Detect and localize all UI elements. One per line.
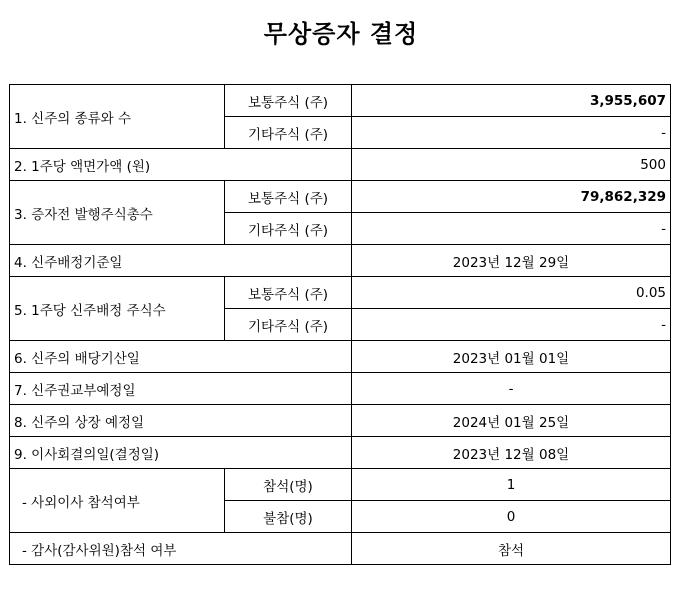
table-row-listing-date — [10, 405, 671, 437]
page-title: 무상증자 결정 — [263, 19, 419, 48]
per-share-other-value: - — [352, 309, 671, 341]
auditor-label: - 감사(감사위원)참석 여부 — [10, 533, 352, 565]
outside-directors-attend-label: 참석(명) — [225, 469, 352, 501]
outside-directors-absent-label: 불참(명) — [225, 501, 352, 533]
par-value-value: 500 — [352, 149, 671, 181]
new-shares-common-value: 3,955,607 — [352, 85, 671, 117]
outside-directors-label: - 사외이사 참석여부 — [10, 469, 225, 533]
table-row-shares-before-common — [10, 181, 671, 213]
board-date-label: 9. 이사회결의일(결정일) — [10, 437, 352, 469]
board-date-value: 2023년 12월 08일 — [352, 437, 671, 469]
table-row-new-shares-common — [10, 85, 671, 117]
table-row-record-date — [10, 245, 671, 277]
record-date-value: 2023년 12월 29일 — [352, 245, 671, 277]
shares-before-common-value: 79,862,329 — [352, 181, 671, 213]
per-share-common-value: 0.05 — [352, 277, 671, 309]
delivery-date-value: - — [352, 373, 671, 405]
delivery-date-label: 7. 신주권교부예정일 — [10, 373, 352, 405]
par-value-label: 2. 1주당 액면가액 (원) — [10, 149, 352, 181]
listing-date-label: 8. 신주의 상장 예정일 — [10, 405, 352, 437]
table-row-delivery-date — [10, 373, 671, 405]
shares-before-common-label: 보통주식 (주) — [225, 181, 352, 213]
table-row-board-date — [10, 437, 671, 469]
new-shares-other-value: - — [352, 117, 671, 149]
new-shares-label: 1. 신주의 종류와 수 — [10, 85, 225, 149]
capital-increase-table — [9, 84, 671, 565]
dividend-base-value: 2023년 01월 01일 — [352, 341, 671, 373]
shares-before-label: 3. 증자전 발행주식총수 — [10, 181, 225, 245]
table-row-auditor — [10, 533, 671, 565]
shares-before-other-value: - — [352, 213, 671, 245]
outside-directors-attend-value: 1 — [352, 469, 671, 501]
shares-before-other-label: 기타주식 (주) — [225, 213, 352, 245]
new-shares-common-label: 보통주식 (주) — [225, 85, 352, 117]
per-share-label: 5. 1주당 신주배정 주식수 — [10, 277, 225, 341]
new-shares-other-label: 기타주식 (주) — [225, 117, 352, 149]
per-share-other-label: 기타주식 (주) — [225, 309, 352, 341]
record-date-label: 4. 신주배정기준일 — [10, 245, 352, 277]
outside-directors-absent-value: 0 — [352, 501, 671, 533]
table-row-dividend-base — [10, 341, 671, 373]
auditor-value: 참석 — [352, 533, 671, 565]
table-row-par-value — [10, 149, 671, 181]
dividend-base-label: 6. 신주의 배당기산일 — [10, 341, 352, 373]
table-row-outside-directors-attend — [10, 469, 671, 501]
listing-date-value: 2024년 01월 25일 — [352, 405, 671, 437]
per-share-common-label: 보통주식 (주) — [225, 277, 352, 309]
table-row-per-share-common — [10, 277, 671, 309]
